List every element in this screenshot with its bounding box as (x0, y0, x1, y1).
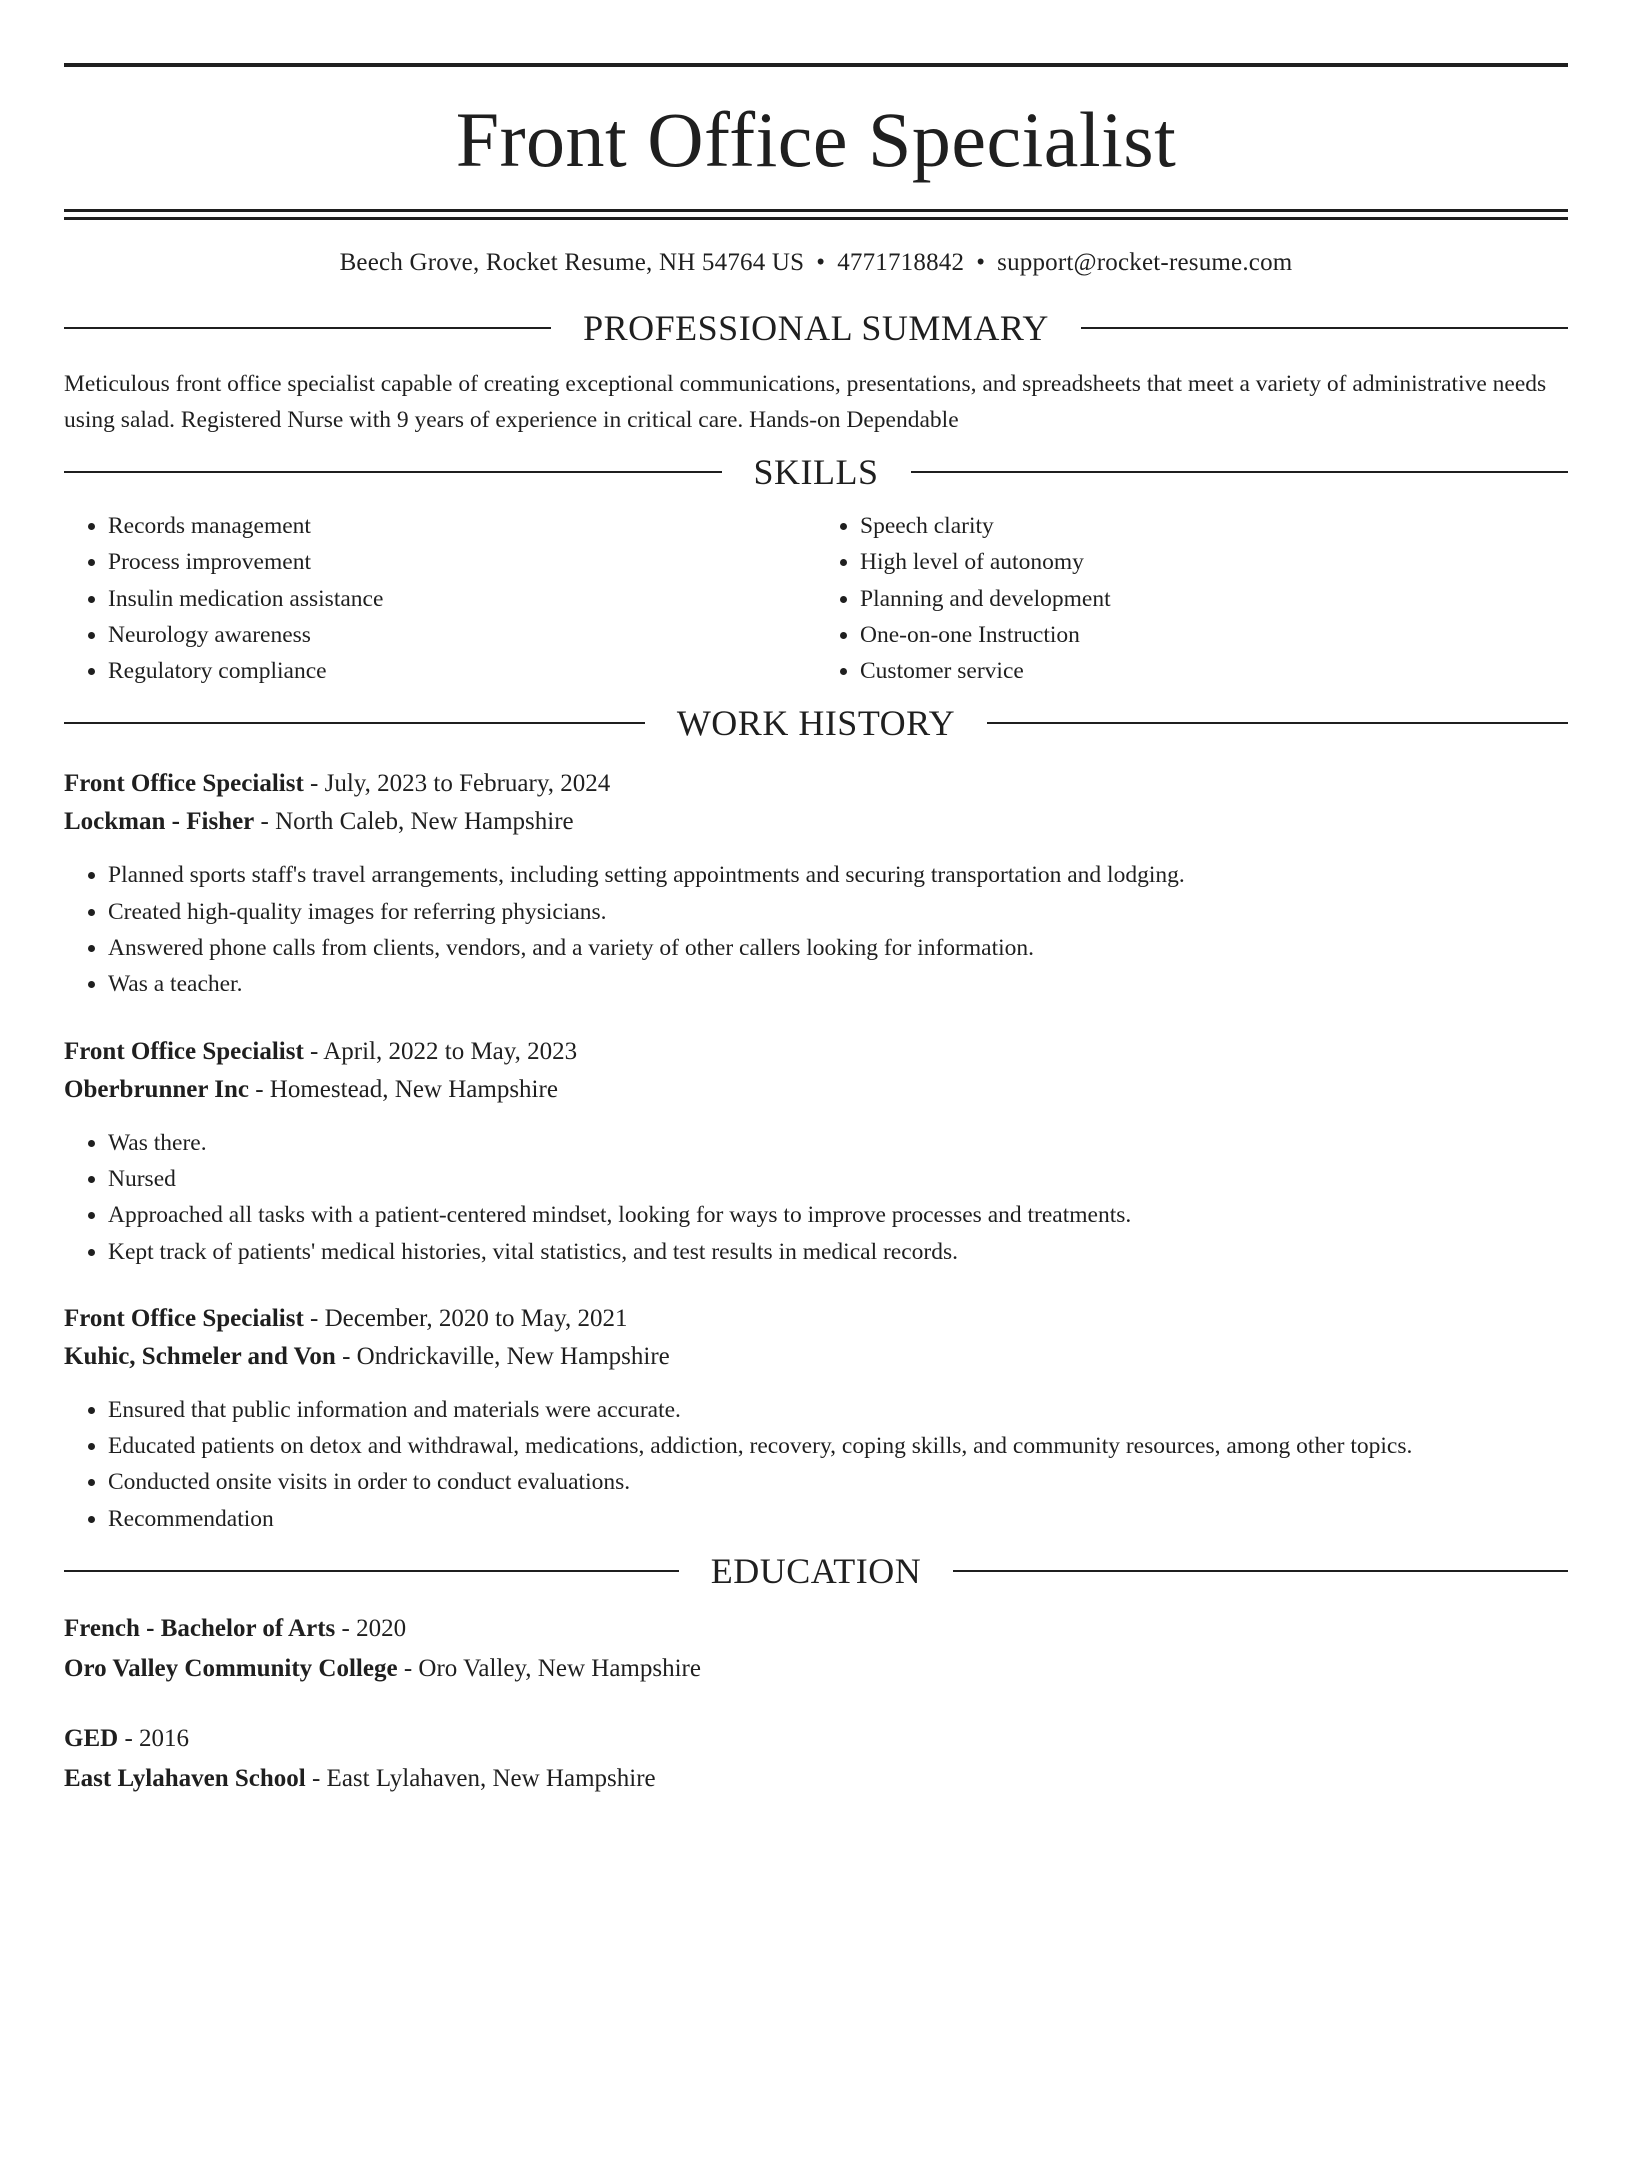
section-rule-right (911, 471, 1569, 473)
skill-item: • Insulin medication assistance (108, 581, 816, 617)
education-degree-line (64, 1719, 1568, 1759)
job-entry (64, 1033, 1568, 1270)
job-title-line (64, 1033, 1568, 1071)
skills-column-left (64, 508, 816, 689)
job-dates: - July, 2023 to February, 2024 (303, 770, 611, 798)
job-bullet: • Nursed (108, 1161, 1568, 1197)
skill-item: • Planning and development (860, 581, 1568, 617)
job-bullet: • Approached all tasks with a patient-centered mindset, looking for ways to improve processes and treatments. (108, 1197, 1568, 1233)
job-location: - Ondrickaville, New Hampshire (335, 1342, 670, 1370)
contact-email: support@rocket-resume.com (997, 249, 1293, 276)
job-company: Kuhic, Schmeler and Von (64, 1342, 336, 1370)
job-bullet: • Conducted onsite visits in order to conduct evaluations. (108, 1464, 1568, 1500)
education-school: East Lylahaven School (64, 1765, 306, 1793)
summary-text: Meticulous front office specialist capable of creating exceptional communications, presentations, and spreadsheets that meet a variety of administrative needs using salad. Registered Nurse with 9 years of experience in critical care. Hands-on Dependable (64, 371, 1547, 433)
job-bullet: • Was a teacher. (108, 966, 1568, 1002)
section-rule-left (64, 471, 722, 473)
job-bullet: • Ensured that public information and materials were accurate. (108, 1392, 1568, 1428)
job-bullet: • Educated patients on detox and withdrawal, medications, addiction, recovery, coping skills, and community resources, among other topics. (108, 1428, 1568, 1464)
job-company: Lockman - Fisher (64, 808, 255, 836)
resume-name: Front Office Specialist (455, 96, 1177, 183)
skills-list (64, 508, 1568, 689)
section-rule-right (1081, 327, 1568, 329)
job-entry (64, 765, 1568, 1002)
skill-item: • High level of autonomy (860, 544, 1568, 580)
skill-item: • Process improvement (108, 544, 816, 580)
section-title-summary: PROFESSIONAL SUMMARY (583, 308, 1049, 348)
job-dates: - December, 2020 to May, 2021 (303, 1304, 628, 1332)
section-header-work (64, 703, 1568, 743)
job-bullet: • Recommendation (108, 1501, 1568, 1537)
skill-item: • Customer service (860, 653, 1568, 689)
section-rule-left (64, 1570, 679, 1572)
job-title: Front Office Specialist (64, 1304, 304, 1332)
section-rule-right (953, 1570, 1568, 1572)
section-header-summary (64, 308, 1568, 348)
section-header-skills (64, 452, 1568, 492)
job-title: Front Office Specialist (64, 1037, 304, 1065)
section-rule-right (987, 722, 1568, 724)
skill-item: • Speech clarity (860, 508, 1568, 544)
education-year: - 2020 (335, 1615, 407, 1643)
education-location: - East Lylahaven, New Hampshire (305, 1765, 656, 1793)
job-company-line (64, 1071, 1568, 1109)
job-bullet: • Answered phone calls from clients, vendors, and a variety of other callers looking for information. (108, 930, 1568, 966)
skill-item: • One-on-one Instruction (860, 617, 1568, 653)
job-bullets (64, 1125, 1568, 1270)
skill-item: • Records management (108, 508, 816, 544)
contact-address: Beech Grove, Rocket Resume, NH 54764 US (339, 249, 805, 276)
header-double-rule (64, 209, 1568, 220)
header-top-rule (64, 63, 1568, 67)
job-dates: - April, 2022 to May, 2023 (303, 1037, 578, 1065)
contact-separator: • (816, 249, 826, 276)
education-degree: French - Bachelor of Arts (64, 1615, 336, 1643)
education-location: - Oro Valley, New Hampshire (397, 1655, 701, 1683)
education-school-line (64, 1649, 1568, 1689)
section-title-education: EDUCATION (710, 1551, 922, 1592)
job-bullet: • Was there. (108, 1125, 1568, 1161)
job-entry (64, 1300, 1568, 1537)
section-header-education (64, 1551, 1568, 1591)
education-entry (64, 1719, 1568, 1799)
skills-column-right (816, 508, 1568, 689)
contact-separator: • (976, 249, 986, 276)
section-rule-left (64, 722, 645, 724)
job-company: Oberbrunner Inc (64, 1075, 249, 1103)
job-bullets (64, 1392, 1568, 1537)
skill-item: • Neurology awareness (108, 617, 816, 653)
section-rule-left (64, 327, 551, 329)
contact-phone: 4771718842 (837, 249, 965, 276)
section-title-work: WORK HISTORY (676, 703, 956, 744)
education-degree: GED (64, 1725, 119, 1753)
skill-item: • Regulatory compliance (108, 653, 816, 689)
job-title-line (64, 1300, 1568, 1338)
job-bullet: • Created high-quality images for referring physicians. (108, 894, 1568, 930)
job-title-line (64, 765, 1568, 803)
education-year: - 2016 (118, 1725, 190, 1753)
job-bullets (64, 857, 1568, 1002)
job-company-line (64, 1338, 1568, 1376)
section-title-skills: SKILLS (753, 452, 879, 492)
resume-page (0, 63, 1632, 2175)
education-entry (64, 1609, 1568, 1689)
job-company-line (64, 803, 1568, 841)
education-degree-line (64, 1609, 1568, 1649)
education-school: Oro Valley Community College (64, 1655, 398, 1683)
job-bullet: • Planned sports staff's travel arrangements, including setting appointments and securing transportation and lodging. (108, 857, 1568, 893)
job-bullet: • Kept track of patients' medical histories, vital statistics, and test results in medical records. (108, 1234, 1568, 1270)
job-location: - Homestead, New Hampshire (248, 1075, 558, 1103)
job-title: Front Office Specialist (64, 770, 304, 798)
contact-line (64, 248, 1568, 278)
education-school-line (64, 1759, 1568, 1799)
job-location: - North Caleb, New Hampshire (254, 808, 574, 836)
